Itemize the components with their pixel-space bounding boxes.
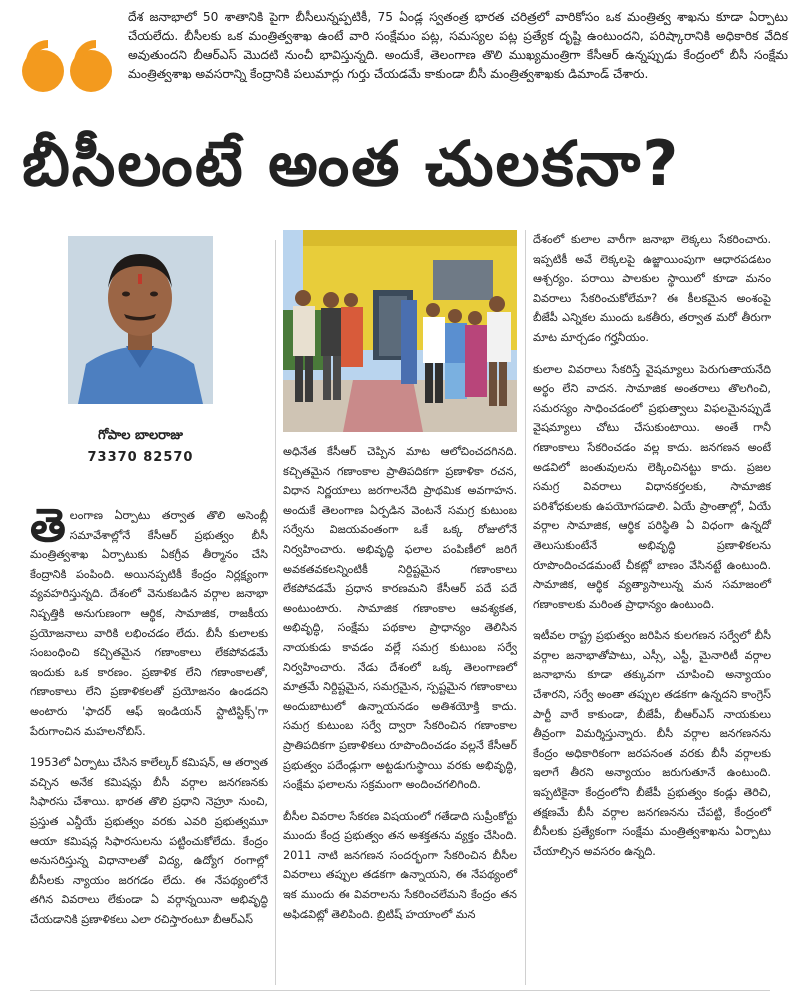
dropcap: తె <box>30 498 66 552</box>
headline: బీసీలంటే అంత చులకనా? <box>22 127 681 200</box>
column-1-paragraph-1: తెలంగాణ ఏర్పాటు తర్వాత తొలి అసెంబ్లీ సమావేశాల్లోనే కేసీఆర్ ప్రభుత్వం బీసీ మంత్రిత్వశాఖ ఏర్పాటుకు ఏకగ్రీవ తీర్మానం చేసి కేంద్రానికి పంపింది. అయినప్పటికీ కేంద్రం నిర్లక్ష్యంగా వ్యవహరిస్తున్నది. దేశంలో వెనుకబడిన వర్గాల జనాభా నిష్పత్తికి అనుగుణంగా ఆర్థిక, సామాజిక, రాజకీయ ప్రయోజనాలు వారికి లభించడం లేదు. బీసీ కులాలకు సంబంధించి కచ్చితమైన గణాంకాలు లేకపోవడమే ఇందుకు ఒక కారణం. ప్రణాళిక లేని గణాంకాలతో, గణాంకాలు లేని ప్రణాళికలతో ప్రయోజనం ఉండదని అంటారు 'ఫాదర్ ఆఫ్ ఇండియన్ స్టాటిస్టిక్స్'గా పేరుగాంచిన మహలనోబిస్. <box>30 498 268 738</box>
column-3-paragraph-1: దేశంలో కులాల వారీగా జనాభా లెక్కలు సేకరించారు. ఇప్పటికీ అవే లెక్కలపై ఉజ్జాయింపుగా ఆధారపడటం ఆశ్చర్యం. పరాయి పాలకుల స్థాయిలో కూడా మనం వివరాలు సేకరించుకోలేమా? ఈ కీలకమైన అంశంపై బీజేపీ ఎన్నికల ముందు ఒకతీరు, తర్వాత మరో తీరుగా మాట మార్చడం గర్హనీయం. <box>533 233 771 344</box>
article-column-2 <box>283 442 517 936</box>
column-2-paragraph-2: బీసీల వివరాల సేకరణ విషయంలో గతేడాది సుప్రీంకోర్టు ముందు కేంద్ర ప్రభుత్వం తన అశక్తతను వ్యక్తం చేసింది. 2011 నాటి జనగణన సందర్భంగా సేకరించిన బీసీల వివరాలు తప్పుల తడకగా ఉన్నాయని, ఈ నేపథ్యంలో ఇక ముందు ఈ వివరాలను సేకరించలేమని కేంద్రం తన అఫిడవిట్లో తెలిపింది. బ్రిటిష్ హయాంలో మన <box>283 809 517 921</box>
quote-mark-icon <box>22 40 120 100</box>
column-3-paragraph-2: కులాల వివరాలు సేకరిస్తే వైషమ్యాలు పెరుగుతాయనేది అర్థం లేని వాదన. సామాజిక అంతరాలు తొలగించి, సమరస్యం సాధించడంలో ప్రభుత్వాలు విఫలమైనప్పుడే వైషమ్యాలు చోటు చేసుకుంటాయి. అంతే గానీ గణాంకాలు సేకరించడం వల్ల కాదు. జనగణన అంటే అడవిలో జంతువులను లెక్కించినట్టు కాదు. ప్రజల సమగ్ర వివరాలు విధానకర్తలకు, సామాజిక పరిశోధకులకు ఉపయోగపడాలి. ఏయే ప్రాంతాల్లో, ఏయే వర్గాల సామాజిక, ఆర్థిక పరిస్థితి ఏ విధంగా ఉన్నదో తెలుసుకుంటేనే అభివృద్ధి ప్రణాళికలను రూపొందించడమంటే చీకట్లో బాణం వేసినట్టే ఉంటుంది. సామాజిక, ఆర్థిక వ్యత్యాసాలున్న మన సమాజంలో గణాంకాలకు మరింత ప్రాధాన్యం ఉంటుంది. <box>533 362 771 611</box>
column-2-paragraph-1: అధినేత కేసీఆర్ చెప్పిన మాట ఆలోచించదగినది. కచ్చితమైన గణాంకాల ప్రాతిపదికగా ప్రణాళికా రచన, విధాన నిర్ణయాలు జరగాలనేది ప్రాథమిక అవగాహన. అందుకే తెలంగాణ ఏర్పడిన వెంటనే సమగ్ర కుటుంబ సర్వేను విజయవంతంగా ఒకే ఒక్క రోజులోనే నిర్వహించారు. అభివృద్ధి ఫలాల పంపిణీలో జరిగే అవకతవకలన్నింటికీ నిర్దిష్టమైన గణాంకాలు లేకపోవడమే ప్రధాన కారణమని కేసీఆర్ పదే పదే అంటుంటారు. సామాజిక గణాంకాల ఆవశ్యకత, అభివృద్ధి, సంక్షేమ పథకాల ప్రాధాన్యం తెలిసిన నాయకుడు కావడం వల్లే సమగ్ర కుటుంబ సర్వే నిర్వహించారు. నేడు దేశంలో ఒక్క తెలంగాణలో మాత్రమే నిర్దిష్టమైన, సమగ్రమైన, స్పష్టమైన గణాంకాలు అందుబాటులో ఉన్నాయనడం అతిశయోక్తి కాదు. సమగ్ర కుటుంబ సర్వే ద్వారా సేకరించిన గణాంకాల ప్రాతిపదికగా ప్రణాళికలు రూపొందించడం వల్లనే కేసీఆర్ ప్రభుత్వం పదేండ్లుగా అట్టడుగుస్థాయి వరకు అభివృద్ధి, సంక్షేమ ఫలాలను సక్రమంగా అందించగలిగింది. <box>283 445 517 792</box>
author-block <box>68 428 213 465</box>
author-photo <box>68 236 213 404</box>
bottom-rule <box>30 990 770 991</box>
intro-paragraph: దేశ జనాభాలో 50 శాతానికి పైగా బీసీలున్నప్పటికీ, 75 ఏండ్ల స్వతంత్ర భారత చరిత్రలో వారికోసం ఒక మంత్రిత్వ శాఖను కూడా ఏర్పాటు చేయలేదు. బీసీలకు ఒక మంత్రిత్వశాఖ ఉంటే వారి సంక్షేమం పట్ల, సమస్యల పట్ల ప్రత్యేక దృష్టి ఉంటుందని, పరిష్కారానికి అధికారిక వేదిక అవుతుందని బీఆర్ఎస్ మొదటి నుంచీ భావిస్తున్నది. అందుకే, తెలంగాణ తొలి ముఖ్యమంత్రిగా కేసీఆర్ ఉన్నప్పుడు కేంద్రంలో బీసీ సంక్షేమ మంత్రిత్వశాఖ అవసరాన్ని కేంద్రానికి పలుమార్లు గుర్తు చేయడమే కాకుండా బీసీ మంత్రిత్వశాఖకు డిమాండ్ చేశారు. <box>128 10 788 81</box>
article-column-1 <box>30 498 268 941</box>
author-phone: 73370 82570 <box>87 450 194 465</box>
news-photo <box>283 230 517 432</box>
article-column-3 <box>533 230 771 873</box>
author-name: గోపాల బాలరాజు <box>98 428 183 443</box>
column-divider <box>525 230 526 985</box>
column-divider <box>275 240 276 985</box>
column-3-paragraph-3: ఇటీవల రాష్ట్ర ప్రభుత్వం జరిపిన కులగణన సర్వేలో బీసీ వర్గాల జనాభాతోపాటు, ఎస్సీ, ఎస్టీ, మైనారిటీ వర్గాల జనాభాను కూడా తక్కువగా చూపించి అన్యాయం చేశారని, సర్వే అంతా తప్పుల తడకగా ఉన్నదని కాంగ్రెస్ పార్టీ వారే కాకుండా, బీజేపీ, బీఆర్ఎస్ నాయకులు తీవ్రంగా విమర్శిస్తున్నారు. బీసీ వర్గాల జనగణనను కేంద్రం అధికారికంగా జరపనంత వరకు బీసీ వర్గాలకు ఇలాగే తీరని అన్యాయం జరుగుతూనే ఉంటుంది. ఇప్పటికైనా కేంద్రంలోని బీజేపీ ప్రభుత్వం కండ్లు తెరిచి, తక్షణమే బీసీ వర్గాల జనగణనను చేపట్టి, కేంద్రంలో బీసీలకు ప్రత్యేకంగా సంక్షేమ మంత్రిత్వశాఖను ఏర్పాటు చేయాల్సిన అవసరం ఉన్నది. <box>533 629 771 858</box>
column-1-paragraph-2: 1953లో ఏర్పాటు చేసిన కాలేల్కర్ కమిషన్, ఆ తర్వాత వచ్చిన అనేక కమిషన్లు బీసీ వర్గాల జనగణనకు సిఫారసు చేశాయి. భారత తొలి ప్రధాని నెహ్రూ నుంచి, ప్రస్తుత ఎన్డీయే ప్రభుత్వం వరకు ఎవరి ప్రభుత్వమూ ఆయా కమిషన్ల సిఫారసులను పట్టించుకోలేదు. కేంద్రం అనుసరిస్తున్న విధానాలతో విద్య, ఉద్యోగ రంగాల్లో బీసీలకు న్యాయం జరగడం లేదు. ఈ నేపథ్యంలోనే తగిన వివరాలు లేకుండా ఏ వర్గాన్నయినా అభివృద్ధి చేయడానికి ప్రణాళికలు ఎలా రచిస్తారంటూ బీఆర్ఎస్ <box>30 756 268 926</box>
